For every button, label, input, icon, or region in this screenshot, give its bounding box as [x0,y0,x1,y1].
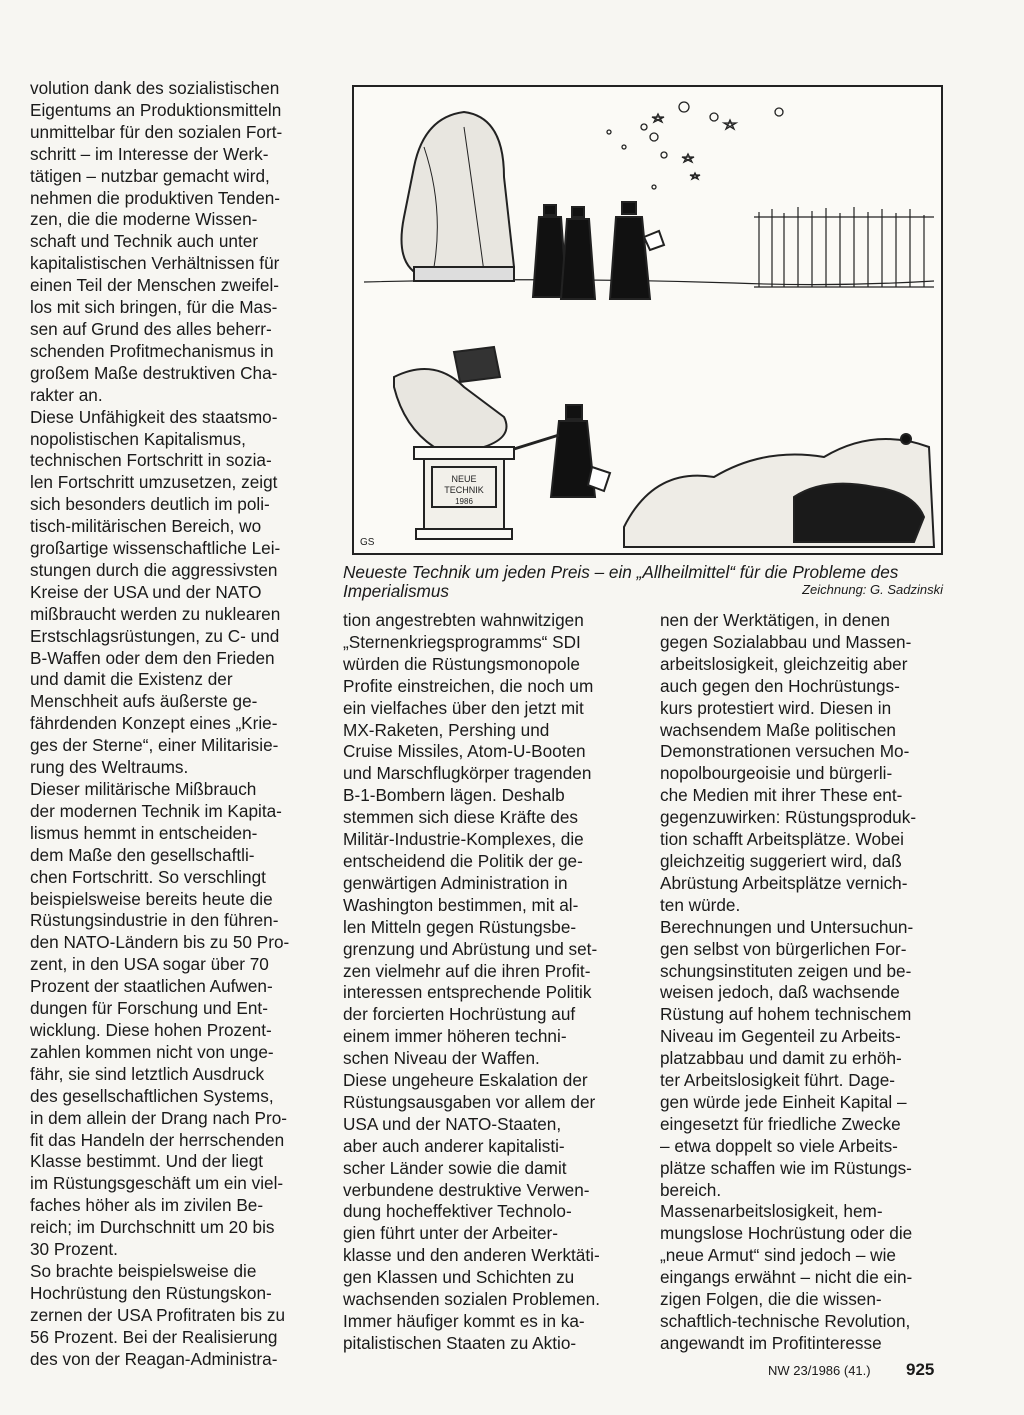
text-column-2 [343,610,631,1355]
paragraph: Diese Unfähigkeit des staatsmo- nopolistischen Kapitalismus, technischen Fortschritt in sozia- len Fortschritt umzusetzen, zeigt sich besonders deutlich im poli- tisch-militärischen Bereich, wo großartige wissenschaftliche Lei- stungen durch die aggressivsten Kreise der USA und der NATO mißbraucht werden zu nuklearen Erstschlagsrüstungen, zu C- und B-Waffen oder dem den Frieden und damit die Existenz der Menschheit aufs äußerste ge- fährdenden Konzept eines „Krie- ges der Sterne“, einer Militarisie- rung des Weltraums. [30,406,281,778]
paragraph: tion angestrebten wahnwitzigen „Sternenkriegsprogramms“ SDI würden die Rüstungsmonopole Profite einstreichen, die noch um ein vielfaches über den jetzt mit MX-Raketen, Pershing und Cruise Missiles, Atom-U-Booten und Marschflugkörper tragenden B-1-Bombern lägen. Deshalb stemmen sich diese Kräfte des Militär-Industrie-Komplexes, die entscheidend die Politik der ge- genwärtigen Administration in Washington bestimmen, mit al- len Mitteln gegen Rüstungsbe- grenzung und Abrüstung und set- zen vielmehr auf die ihren Profit- interessen entsprechende Politik der forcierten Hochrüstung auf einem immer höheren techni- schen Niveau der Waffen. [343,610,598,1069]
issue-reference: NW 23/1986 (41.) [768,1363,871,1378]
plinth-label-line1: NEUE [451,474,477,484]
artist-initials: GS [360,537,375,548]
paragraph: Dieser militärische Mißbrauch der modernen Technik im Kapita- lismus hemmt in entscheiden- dem Maße den gesellschaftli- chen Fortschritt. So verschlingt beispielsweise bereits heute die Rüstungsindustrie in den führen- den NATO-Ländern bis zu 50 Pro- zent, in den USA sogar über 70 Prozent der staatlichen Aufwen- dungen für Forschung und Ent- wicklung. Diese hohen Prozent- zahlen kommen nicht von unge- fähr, sie sind letztlich Ausdruck des gesellschaftlichen Systems, in dem allein der Drang nach Pro- fit das Handeln der herrschenden Klasse bestimmt. Und der liegt im Rüstungsgeschäft um ein viel- faches höher als im zivilen Be- reich; im Durchschnitt um 20 bis 30 Prozent. [30,779,290,1260]
text-column-3 [660,610,943,1355]
paragraph: Massenarbeitslosigkeit, hem- mungslose Hochrüstung oder die „neue Armut“ sind jedoch – wie eingangs erwähnt – nicht die ein- zigen Folgen, die die wissen- schaftlich-technische Revolution, angewandt im Profitinteresse [660,1201,913,1353]
plinth-label-line2: TECHNIK [444,485,484,495]
paragraph: volution dank des sozialistischen Eigentums an Produktionsmitteln unmittelbar für den sozialen Fort- schritt – im Interesse der Werk- tätigen – nutzbar gemacht wird, nehmen die produktiven Tenden- zen, die die moderne Wissen- schaft und Technik auch unter kapitalistischen Verhältnissen für einen Teil der Menschen zweifel- los mit sich bringen, für die Mas- sen auf Grund des alles beherr- schenden Profitmechanismus in großem Maße destruktiven Cha- rakter an. [30,78,283,405]
page-number: 925 [906,1360,935,1379]
paragraph: nen der Werktätigen, in denen gegen Sozialabbau und Massen- arbeitslosigkeit, gleichzeitig aber auch gegen den Hochrüstungs- kurs protestiert wird. Diesen in wachsendem Maße politischen Demonstrationen versuchen Mo- nopolbourgeoisie und bürgerli- che Medien mit ihrer These ent- gegenzuwirken: Rüstungsproduk- tion schafft Arbeitsplätze. Wobei gleichzeitig suggeriert wird, daß Abrüstung Arbeitsplätze vernich- ten würde. [660,610,917,915]
cartoon-illustration [352,85,943,555]
cartoon-drawing [354,87,941,553]
plinth-year: 1986 [455,497,473,506]
paragraph: So brachte beispielsweise die Hochrüstung den Rüstungskon- zernen der USA Profitraten bis zu 56 Prozent. Bei der Realisierung des von der Reagan-Administra- [30,1260,286,1369]
paragraph: Berechnungen und Untersuchun- gen selbst von bürgerlichen For- schungsinstituten zeigen und be- weisen jedoch, daß wachsende Rüstung auf hohem technischem Niveau im Gegenteil zu Arbeits- platzabbau und damit zu erhöh- ter Arbeitslosigkeit führt. Dage- gen würde jede Einheit Kapital – eingesetzt für friedliche Zwecke – etwa doppelt so viele Arbeits- plätze schaffen wie im Rüstungs- bereich. [660,916,914,1200]
text-column-1 [30,78,322,1370]
figure-credit: Zeichnung: G. Sadzinski [802,582,943,597]
paragraph: Diese ungeheure Eskalation der Rüstungsausgaben vor allem der USA und der NATO-Staaten, aber auch anderer kapitalisti- scher Länder sowie die damit verbundene destruktive Verwen- dung hocheffektiver Technolo- gien führt unter der Arbeiter- klasse und den anderen Werktäti- gen Klassen und Schichten zu wachsenden sozialen Problemen. Immer häufiger kommt es in ka- pitalistischen Staaten zu Aktio- [343,1070,601,1353]
figure-caption: Neueste Technik um jeden Preis – ein „Allheilmittel“ für die Probleme des Imperialismus [343,562,899,601]
